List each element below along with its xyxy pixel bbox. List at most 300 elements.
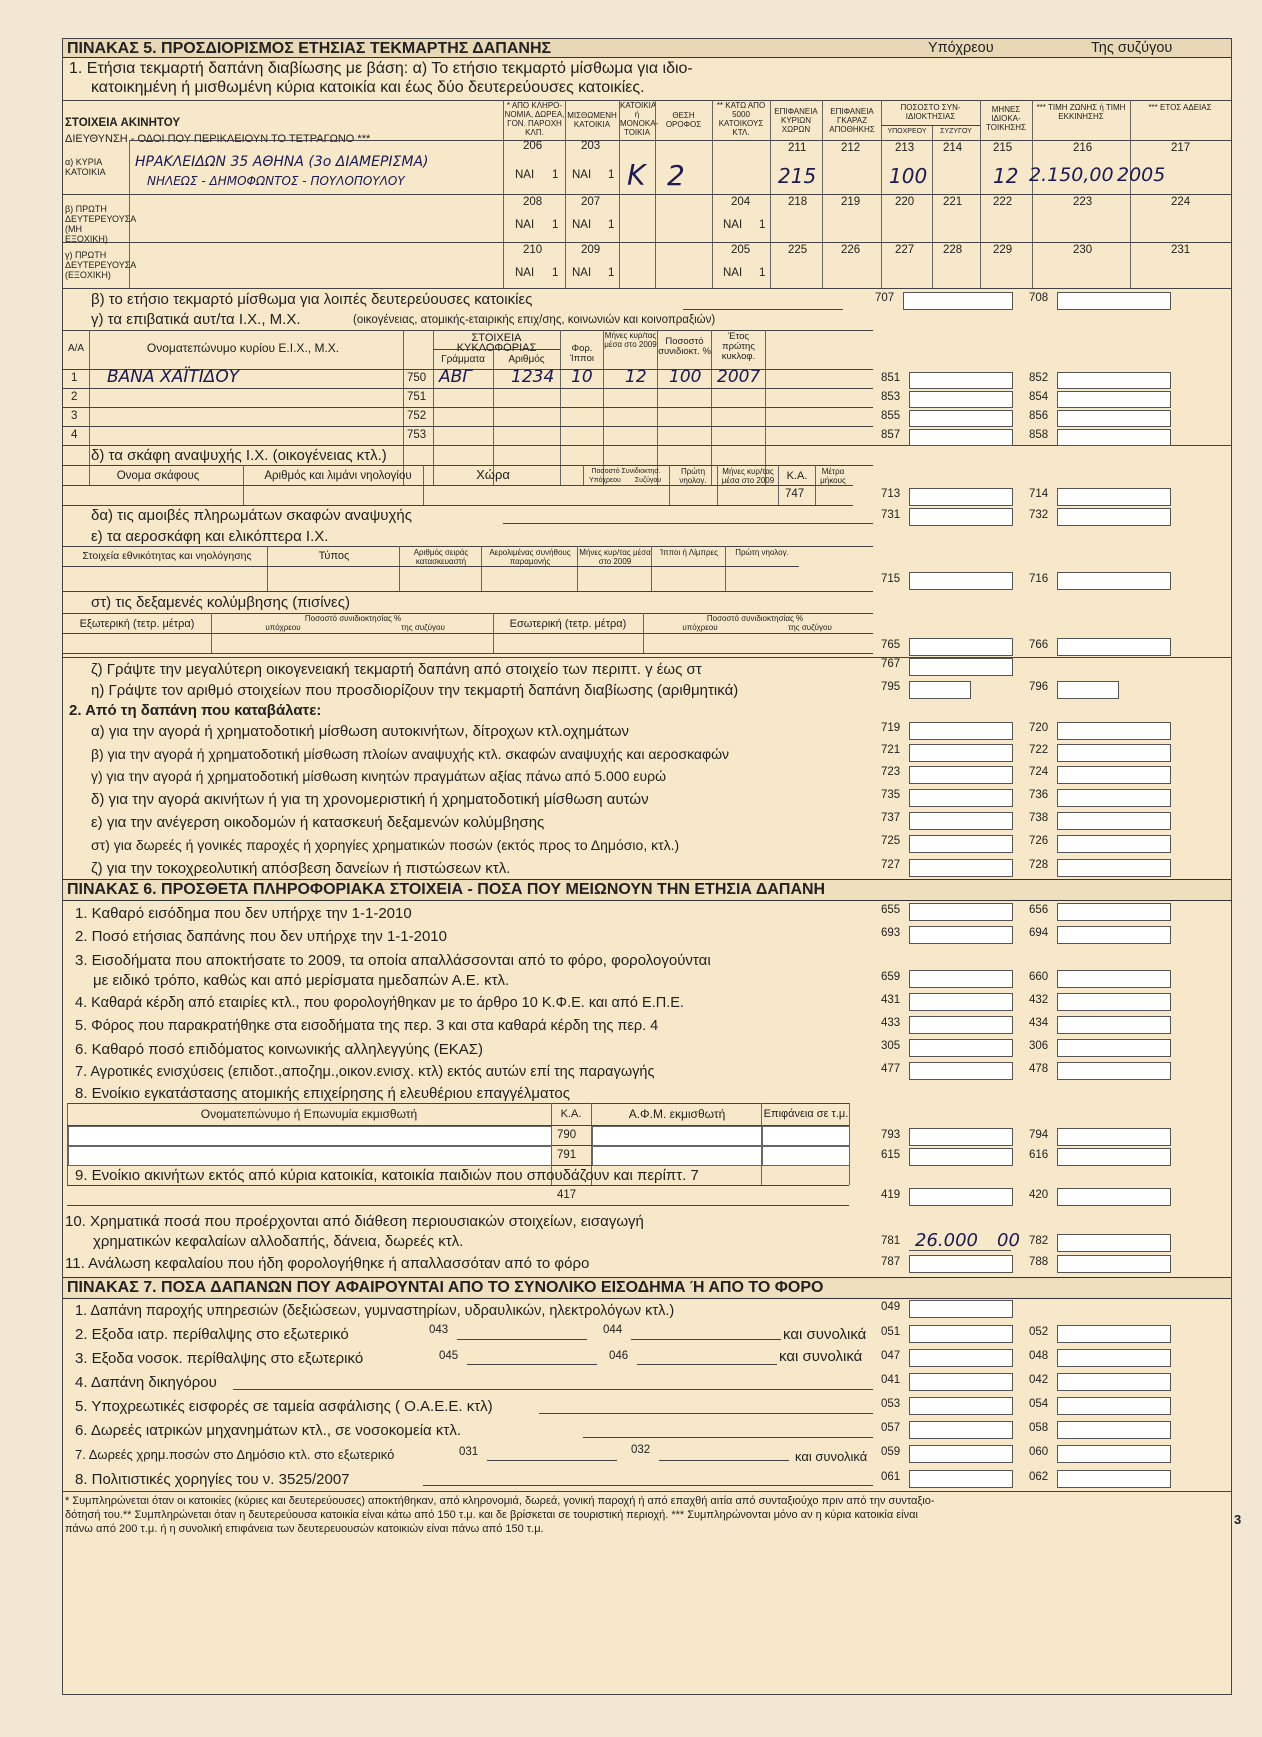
code-853: 853	[881, 391, 901, 403]
head-under-5000: ** ΚΑΤΩ ΑΠΟ 5000 ΚΑΤΟΙΚΟΥΣ ΚΤΛ.	[716, 101, 766, 137]
amount-432[interactable]	[1057, 993, 1171, 1011]
item-c-cars: γ) τα επιβατικά αυτ/τα Ι.Χ., Μ.Χ.	[91, 311, 301, 328]
item-h-count: η) Γράψτε τον αριθμό στοιχείων που προσδιορίζουν την τεκμαρτή δαπάνη διαβίωσης (αριθμητικά)	[91, 682, 739, 699]
amount-716[interactable]	[1057, 572, 1171, 590]
rent-head-name: Ονοματεπώνυμο ή Επωνυμία εκμισθωτή	[200, 1107, 418, 1121]
amount-736[interactable]	[1057, 789, 1171, 807]
amount-723[interactable]	[909, 766, 1013, 784]
code-043: 043	[429, 1324, 449, 1336]
amount-305[interactable]	[909, 1039, 1013, 1057]
code-659: 659	[881, 971, 901, 983]
amount-656[interactable]	[1057, 903, 1171, 921]
code-728: 728	[1029, 859, 1049, 871]
code-044: 044	[603, 1324, 623, 1336]
amount-659[interactable]	[909, 970, 1013, 988]
code-205: 205	[731, 244, 751, 256]
pool-head-pct-ext: Ποσοστό συνιδιοκτησίας %	[304, 614, 402, 623]
boat-head-length: Μέτρα μήκους	[820, 467, 846, 485]
amount-725[interactable]	[909, 835, 1013, 853]
t7-item-2-total-label: και συνολικά	[783, 1326, 867, 1343]
rent-row2-name[interactable]	[68, 1146, 552, 1166]
rent-row1-area[interactable]	[762, 1126, 850, 1146]
t7-item-3: 3. Εξοδα νοσοκ. περίθαλψης στο εξωτερικό	[75, 1350, 364, 1367]
t7-item-1: 1. Δαπάνη παροχής υπηρεσιών (δεξιώσεων, γυμναστηρίων, υδραυλικών, ηλεκτρολόγων κτλ.)	[75, 1303, 675, 1319]
code-721: 721	[881, 744, 901, 756]
head-zone-price: *** ΤΙΜΗ ΖΩΝΗΣ ή ΤΙΜΗ ΕΚΚΙΝΗΣΗΣ	[1036, 103, 1126, 121]
code-727: 727	[881, 859, 901, 871]
amount-781-cents: 00	[997, 1230, 1020, 1251]
code-057: 057	[881, 1422, 901, 1434]
code-732: 732	[1029, 509, 1049, 521]
one-b2: 1	[608, 219, 615, 231]
nai-rented-main[interactable]: ΝΑΙ	[572, 169, 592, 181]
code-858: 858	[1029, 429, 1049, 441]
code-419: 419	[881, 1189, 901, 1201]
air-head-hp: Ίπποι ή Λίμπρες	[660, 548, 718, 557]
amount-054[interactable]	[1057, 1397, 1171, 1415]
code-736: 736	[1029, 789, 1049, 801]
amount-431[interactable]	[909, 993, 1013, 1011]
code-207: 207	[581, 196, 601, 208]
amount-715[interactable]	[909, 572, 1013, 590]
code-032: 032	[631, 1444, 651, 1456]
code-737: 737	[881, 812, 901, 824]
code-227: 227	[895, 244, 915, 256]
rent-row1-afm[interactable]	[592, 1126, 762, 1146]
head-coownership: ΠΟΣΟΣΤΟ ΣΥΝ-ΙΔΙΟΚΤΗΣΙΑΣ	[900, 103, 961, 121]
item-st-pools: στ) τις δεξαμενές κολύμβησης (πισίνες)	[91, 594, 350, 611]
property-subtitle: ΔΙΕΥΘΥΝΣΗ - ΟΔΟΙ ΠΟΥ ΠΕΡΙΚΛΕΙΟΥΝ ΤΟ ΤΕΤΡΑΓΩΝΟ ***	[65, 133, 371, 145]
car-row2-index: 2	[71, 391, 78, 403]
car-head-pct: Ποσοστό συνιδιοκτ. %	[658, 336, 711, 357]
code-693: 693	[881, 927, 901, 939]
code-223: 223	[1073, 196, 1093, 208]
code-228: 228	[943, 244, 963, 256]
car-row1-owner: ΒΑΝΑ ΧΑΪΤΙΔΟΥ	[107, 367, 240, 387]
amount-854[interactable]	[1057, 391, 1171, 408]
amount-796[interactable]	[1057, 681, 1119, 699]
item-c-cars-note: (οικογένειας, ατομικής-εταιρικής επιχ/σης, κοινωνιών και κοινοπραξιών)	[353, 314, 716, 326]
boat-head-name: Ονομα σκάφους	[116, 470, 200, 482]
amount-042[interactable]	[1057, 1373, 1171, 1391]
t6-item-6: 6. Καθαρό ποσό επιδόματος κοινωνικής αλληλεγγύης (ΕΚΑΣ)	[75, 1041, 483, 1058]
code-047: 047	[881, 1350, 901, 1362]
amount-708[interactable]	[1057, 292, 1171, 310]
amount-477[interactable]	[909, 1062, 1013, 1080]
head-pct-spouse: ΣΥΖΥΓΟΥ	[940, 128, 972, 135]
one-a1: 1	[552, 169, 559, 181]
code-211: 211	[788, 142, 807, 154]
s2-item-b: β) για την αγορά ή χρηματοδοτική μίσθωση πλοίων αναψυχής κτλ. σκαφών αναψυχής και αεροσκαφών	[91, 746, 730, 762]
amount-714[interactable]	[1057, 488, 1171, 506]
code-222: 222	[993, 196, 1013, 208]
code-719: 719	[881, 722, 901, 734]
code-420: 420	[1029, 1189, 1049, 1201]
code-725: 725	[881, 835, 901, 847]
amount-787[interactable]	[909, 1255, 1013, 1273]
amount-856[interactable]	[1057, 410, 1171, 427]
pool-head-ext-taxpayer: υπόχρεου	[265, 623, 301, 632]
amount-795[interactable]	[909, 681, 971, 699]
code-434: 434	[1029, 1017, 1049, 1029]
t7-item-3-total-label: και συνολικά	[779, 1348, 863, 1365]
amount-781-value: 26.000	[915, 1230, 978, 1251]
code-229: 229	[993, 244, 1013, 256]
rent-head-ka: Κ.Α.	[560, 1108, 582, 1120]
amount-306[interactable]	[1057, 1039, 1171, 1057]
head-house-type: ΚΑΤΟΙΚΙΑ ή ΜΟΝΟΚΑ-ΤΟΙΚΙΑ	[620, 101, 659, 137]
one-a2: 1	[608, 169, 615, 181]
t7-item-6: 6. Δωρεές ιατρικών μηχανημάτων κτλ., σε νοσοκομεία κτλ.	[75, 1422, 461, 1439]
code-713: 713	[881, 488, 901, 500]
amount-851[interactable]	[909, 372, 1013, 389]
code-735: 735	[881, 789, 901, 801]
amount-434[interactable]	[1057, 1016, 1171, 1034]
pool-head-int-taxpayer: υπόχρεου	[682, 623, 718, 632]
t6-item-1: 1. Καθαρό εισόδημα που δεν υπήρχε την 1-1-2010	[75, 905, 412, 922]
rent-head-area: Επιφάνεια σε τ.μ.	[763, 1108, 849, 1120]
amount-615[interactable]	[909, 1148, 1013, 1166]
section2-title: 2. Από τη δαπάνη που καταβάλατε:	[69, 702, 322, 719]
one-b1: 1	[552, 219, 559, 231]
t7-item-4: 4. Δαπάνη δικηγόρου	[75, 1374, 217, 1391]
amount-048[interactable]	[1057, 1349, 1171, 1367]
amount-788[interactable]	[1057, 1255, 1171, 1273]
code-215: 215	[993, 142, 1013, 154]
amount-058[interactable]	[1057, 1421, 1171, 1439]
car-head-circulation: ΣΤΟΙΧΕΙΑ ΚΥΚΛΟΦΟΡΙΑΣ	[456, 332, 537, 354]
rent-head-afm: Α.Φ.Μ. εκμισθωτή	[628, 1107, 726, 1121]
code-221: 221	[943, 196, 963, 208]
code-795: 795	[881, 681, 901, 693]
code-791: 791	[557, 1149, 577, 1161]
code-046: 046	[609, 1350, 629, 1362]
nai-inheritance-c[interactable]: ΝΑΙ	[515, 267, 535, 279]
head-garage-area: ΕΠΙΦΑΝΕΙΑ ΓΚΑΡΑΖ ΑΠΟΘΗΚΗΣ	[829, 107, 875, 134]
code-720: 720	[1029, 722, 1049, 734]
code-225: 225	[788, 244, 808, 256]
code-788: 788	[1029, 1256, 1049, 1268]
code-782: 782	[1029, 1235, 1049, 1247]
air-head-nationality: Στοιχεία εθνικότητας και νηολόγησης	[82, 550, 252, 562]
code-796: 796	[1029, 681, 1049, 693]
amount-793[interactable]	[909, 1128, 1013, 1146]
boat-head-months: Μήνες κυρ/τας μέσα στο 2009	[721, 467, 775, 485]
code-060: 060	[1029, 1446, 1049, 1458]
code-715: 715	[881, 573, 901, 585]
code-794: 794	[1029, 1129, 1049, 1141]
code-217: 217	[1171, 142, 1191, 154]
main-residence-address-line2: ΝΗΛΕΩΣ - ΔΗΜΟΦΩΝΤΟΣ - ΠΟΥΛΟΠΟΥΛΟΥ	[147, 174, 405, 188]
amount-782[interactable]	[1057, 1234, 1171, 1252]
air-head-months: Μήνες κυρ/τας μέσα στο 2009	[579, 548, 651, 566]
code-213: 213	[895, 142, 915, 154]
car-row1-pct: 100	[669, 367, 702, 387]
code-478: 478	[1029, 1063, 1049, 1075]
amount-616[interactable]	[1057, 1148, 1171, 1166]
car-head-hp: Φορ. Ίπποι	[569, 343, 594, 364]
code-738: 738	[1029, 812, 1049, 824]
head-rented: ΜΙΣΘΩΜΕΝΗ ΚΑΤΟΙΚΙΑ	[567, 111, 617, 129]
amount-722[interactable]	[1057, 744, 1171, 762]
code-714: 714	[1029, 488, 1049, 500]
code-855: 855	[881, 410, 901, 422]
code-052: 052	[1029, 1326, 1049, 1338]
car-row1-number: 1234	[511, 367, 555, 387]
code-750: 750	[407, 372, 427, 384]
code-747: 747	[785, 488, 805, 500]
code-656: 656	[1029, 904, 1049, 916]
t6-item-5: 5. Φόρος που παρακρατήθηκε στα εισοδήματα της περ. 3 και στα καθαρά κέρδη της περ. 4	[75, 1018, 659, 1034]
footnote-line3: πάνω από 200 τ.μ. ή η συνολική επιφάνεια των δευτερευουσών κατοικιών είναι πάνω από 150 τ.μ.	[65, 1523, 544, 1535]
code-753: 753	[407, 429, 427, 441]
code-062: 062	[1029, 1471, 1049, 1483]
code-708: 708	[1029, 292, 1049, 304]
amount-655[interactable]	[909, 903, 1013, 921]
air-head-airport: Αερολιμένας συνήθους παραμονής	[489, 548, 571, 566]
amount-051[interactable]	[909, 1325, 1013, 1343]
amount-737[interactable]	[909, 812, 1013, 830]
amount-660[interactable]	[1057, 970, 1171, 988]
pool-head-int-spouse: της συζύγου	[788, 623, 832, 632]
main-pct-value: 100	[889, 164, 928, 188]
amount-694[interactable]	[1057, 926, 1171, 944]
footnote-line2: δότησή του.** Συμπληρώνεται όταν η δευτερεύουσα κατοικία είναι κάτω από 150 τ.μ. και δε βρίσκεται σε τουριστική περιοχή. *** Συμπληρώνονται μόνο αν η κύρια κατοικία είναι	[65, 1509, 918, 1521]
amount-057[interactable]	[909, 1421, 1013, 1439]
code-854: 854	[1029, 391, 1049, 403]
t6-item-9: 9. Ενοίκιο ακινήτων εκτός από κύρια κατοικία, κατοικία παιδιών που σπουδάζουν και περίπτ. 7	[75, 1167, 699, 1184]
item-b-other-secondary: β) το ετήσιο τεκμαρτό μίσθωμα για λοιπές δευτερεύουσες κατοικίες	[91, 291, 533, 308]
amount-852[interactable]	[1057, 372, 1171, 389]
code-766: 766	[1029, 639, 1049, 651]
s2-item-d: δ) για την αγορά ακινήτων ή για τη χρονομεριστική ή χρηματοδοτική μίσθωση αυτών	[91, 791, 649, 808]
amount-735[interactable]	[909, 789, 1013, 807]
main-permit-year-value: 2005	[1117, 164, 1166, 186]
amount-767[interactable]	[909, 658, 1013, 676]
t6-item-3-line2: με ειδικό τρόπο, καθώς και από μερίσματα ημεδαπών Α.Ε. κτλ.	[93, 972, 510, 989]
code-615: 615	[881, 1149, 901, 1161]
t6-item-10-line2: χρηματικών κεφαλαίων αλλοδαπής, δάνεια, δωρεές κτλ.	[93, 1233, 464, 1250]
code-049: 049	[881, 1301, 901, 1313]
amount-433[interactable]	[909, 1016, 1013, 1034]
amount-794[interactable]	[1057, 1128, 1171, 1146]
footnote-line1: * Συμπληρώνεται όταν οι κατοικίες (κύριες και δευτερεύουσες) αποκτήθηκαν, από κληρονομιά, δωρεά, γονική παροχή ή από επαχθή αιτία από συνταξιούχο πριν από την συνταξιο-	[65, 1495, 935, 1507]
code-655: 655	[881, 904, 901, 916]
code-660: 660	[1029, 971, 1049, 983]
code-045: 045	[439, 1350, 459, 1362]
rent-row2-afm[interactable]	[592, 1146, 762, 1166]
code-751: 751	[407, 391, 427, 403]
code-059: 059	[881, 1446, 901, 1458]
boat-head-registry: Αριθμός και λιμάνι νηολογίου	[264, 470, 412, 482]
one-c3: 1	[759, 267, 766, 279]
amount-060[interactable]	[1057, 1445, 1171, 1463]
main-residence-address-line1: ΗΡΑΚΛΕΙΔΩΝ 35 ΑΘΗΝΑ (3ο ΔΙΑΜΕΡΙΣΜΑ)	[135, 154, 429, 170]
car-row4-index: 4	[71, 429, 78, 441]
tax-form-page	[62, 38, 1232, 1695]
boat-head-first-reg: Πρώτη νηολογ.	[679, 467, 707, 485]
amount-857[interactable]	[909, 429, 1013, 446]
code-041: 041	[881, 1374, 901, 1386]
code-722: 722	[1029, 744, 1049, 756]
code-694: 694	[1029, 927, 1049, 939]
code-061: 061	[881, 1471, 901, 1483]
code-204: 204	[731, 196, 751, 208]
table7-title: ΠΙΝΑΚΑΣ 7. ΠΟΣΑ ΔΑΠΑΝΩΝ ΠΟΥ ΑΦΑΙΡΟΥΝΤΑΙ ΑΠΟ ΤΟ ΣΥΝΟΛΙΚΟ ΕΙΣΟΔΗΜΑ Ή ΑΠΟ ΤΟ ΦΟΡΟ	[67, 1279, 824, 1296]
amount-053[interactable]	[909, 1397, 1013, 1415]
code-765: 765	[881, 639, 901, 651]
amount-707[interactable]	[903, 292, 1013, 310]
page-number: 3	[1234, 1512, 1242, 1527]
amount-041[interactable]	[909, 1373, 1013, 1391]
code-231: 231	[1171, 244, 1191, 256]
t6-item-7: 7. Αγροτικές ενισχύσεις (επιδοτ.,αποζημ.,οικον.ενισχ. κτλ) εκτός αυτών επί της παραγωγής	[75, 1064, 655, 1080]
row-main-residence-label: α) ΚΥΡΙΑ ΚΑΤΟΙΚΙΑ	[65, 157, 106, 177]
code-431: 431	[881, 994, 901, 1006]
nai-inheritance-b[interactable]: ΝΑΙ	[515, 219, 535, 231]
code-212: 212	[841, 142, 861, 154]
nai-under5000-c[interactable]: ΝΑΙ	[723, 267, 743, 279]
amount-858[interactable]	[1057, 429, 1171, 446]
car-head-months: Μήνες κυρ/τας μέσα στο 2009	[604, 331, 657, 349]
code-781: 781	[881, 1235, 901, 1247]
amount-062[interactable]	[1057, 1470, 1171, 1488]
item-da-crews: δα) τις αμοιβές πληρωμάτων σκαφών αναψυχής	[91, 507, 412, 524]
car-row1-index: 1	[71, 372, 78, 384]
code-852: 852	[1029, 372, 1049, 384]
car-head-letters: Γράμματα	[441, 354, 485, 365]
t7-item-2: 2. Εξοδα ιατρ. περίθαλψης στο εξωτερικό	[75, 1326, 349, 1343]
row-secondary-label: β) ΠΡΩΤΗ ΔΕΥΤΕΡΕΥΟΥΣΑ (ΜΗ ΕΞΟΧΙΚΗ)	[65, 204, 136, 244]
t7-item-8: 8. Πολιτιστικές χορηγίες του ν. 3525/2007	[75, 1471, 350, 1488]
amount-047[interactable]	[909, 1349, 1013, 1367]
amount-727[interactable]	[909, 859, 1013, 877]
t6-item-3-line1: 3. Εισοδήματα που αποκτήσατε το 2009, τα οποία απαλλάσσονται από το φόρο, φορολογούνται	[75, 952, 711, 969]
car-row1-year: 2007	[717, 367, 761, 387]
amount-731[interactable]	[909, 508, 1013, 526]
amount-721[interactable]	[909, 744, 1013, 762]
code-726: 726	[1029, 835, 1049, 847]
rent-row1-name[interactable]	[68, 1126, 552, 1146]
code-054: 054	[1029, 1398, 1049, 1410]
nai-rented-c[interactable]: ΝΑΙ	[572, 267, 592, 279]
code-752: 752	[407, 410, 427, 422]
air-head-first-reg: Πρώτη νηολογ.	[735, 548, 789, 557]
amount-726[interactable]	[1057, 835, 1171, 853]
s2-item-st: στ) για δωρεές ή γονικές παροχές ή χορηγίες χρηματικών ποσών (εκτός προς το Δημόσιο, κτλ.)	[91, 837, 680, 853]
air-head-type: Τύπος	[318, 550, 350, 562]
amount-693[interactable]	[909, 926, 1013, 944]
code-219: 219	[841, 196, 861, 208]
pool-head-external: Εξωτερική (τετρ. μέτρα)	[79, 618, 195, 630]
head-main-area: ΕΠΙΦΑΝΕΙΑ ΚΥΡΙΩΝ ΧΩΡΩΝ	[774, 107, 818, 134]
t7-item-7: 7. Δωρεές χρημ.ποσών στο Δημόσιο κτλ. στο εξωτερικό	[75, 1447, 395, 1462]
section1-line1: 1. Ετήσια τεκμαρτή δαπάνη διαβίωσης με βάση: α) Το ετήσιο τεκμαρτό μίσθωμα για ιδιο-	[69, 60, 693, 77]
amount-724[interactable]	[1057, 766, 1171, 784]
amount-059[interactable]	[909, 1445, 1013, 1463]
property-title: ΣΤΟΙΧΕΙΑ ΑΚΙΝΗΤΟΥ	[65, 117, 180, 129]
head-pct-taxpayer: ΥΠΟΧΡΕΟΥ	[887, 128, 927, 135]
t6-item-2: 2. Ποσό ετήσιας δαπάνης που δεν υπήρχε την 1-1-2010	[75, 928, 447, 945]
code-042: 042	[1029, 1374, 1049, 1386]
rent-row2-area[interactable]	[762, 1146, 850, 1166]
code-230: 230	[1073, 244, 1093, 256]
one-c2: 1	[608, 267, 615, 279]
amount-719[interactable]	[909, 722, 1013, 740]
head-floor: ΘΕΣΗ ΟΡΟΦΟΣ	[665, 111, 702, 129]
amount-720[interactable]	[1057, 722, 1171, 740]
amount-713[interactable]	[909, 488, 1013, 506]
taxpayer-column-label: Υπόχρεου	[928, 40, 994, 56]
amount-766[interactable]	[1057, 638, 1171, 656]
main-house-type-value: Κ	[627, 159, 646, 192]
row-secondary-holiday-label: γ) ΠΡΩΤΗ ΔΕΥΤΕΡΕΥΟΥΣΑ (ΕΞΟΧΙΚΗ)	[65, 250, 136, 280]
amount-478[interactable]	[1057, 1062, 1171, 1080]
code-731: 731	[881, 509, 901, 521]
code-724: 724	[1029, 766, 1049, 778]
amount-061[interactable]	[909, 1470, 1013, 1488]
main-months-value: 12	[993, 164, 1019, 188]
amount-853[interactable]	[909, 391, 1013, 408]
nai-rented-b[interactable]: ΝΑΙ	[572, 219, 592, 231]
code-216: 216	[1073, 142, 1093, 154]
nai-under5000-b[interactable]: ΝΑΙ	[723, 219, 743, 231]
code-210: 210	[523, 244, 543, 256]
code-767: 767	[881, 658, 901, 670]
item-z-max: ζ) Γράψτε την μεγαλύτερη οικογενειακή τεκμαρτή δαπάνη από στοιχείο των περιπτ. γ έως στ	[91, 661, 702, 678]
car-row1-hp: 10	[571, 367, 593, 387]
code-616: 616	[1029, 1149, 1049, 1161]
head-permit-year: *** ΕΤΟΣ ΑΔΕΙΑΣ	[1148, 103, 1212, 112]
amount-419[interactable]	[909, 1188, 1013, 1206]
code-856: 856	[1029, 410, 1049, 422]
code-851: 851	[881, 372, 901, 384]
code-857: 857	[881, 429, 901, 441]
amount-738[interactable]	[1057, 812, 1171, 830]
amount-049[interactable]	[909, 1300, 1013, 1318]
code-305: 305	[881, 1040, 901, 1052]
code-716: 716	[1029, 573, 1049, 585]
head-months: ΜΗΝΕΣ ΙΔΙΟΚΑ-ΤΟΙΚΗΣΗΣ	[986, 105, 1026, 132]
pool-head-ext-spouse: της συζύγου	[401, 623, 445, 632]
code-214: 214	[943, 142, 963, 154]
boat-head-pct: Ποσοστό Συνιδιοκτησ.	[591, 468, 661, 475]
amount-765[interactable]	[909, 638, 1013, 656]
car-row1-months: 12	[625, 367, 647, 387]
t7-item-7-total-label: και συνολικά	[795, 1449, 868, 1464]
boat-head-ka: Κ.Α.	[786, 470, 808, 482]
amount-732[interactable]	[1057, 508, 1171, 526]
amount-728[interactable]	[1057, 859, 1171, 877]
t6-item-8: 8. Ενοίκιο εγκατάστασης ατομικής επιχείρησης ή ελευθέριου επαγγέλματος	[75, 1085, 570, 1102]
one-c1: 1	[552, 267, 559, 279]
code-206: 206	[523, 140, 543, 152]
code-203: 203	[581, 140, 601, 152]
amount-855[interactable]	[909, 410, 1013, 427]
amount-420[interactable]	[1057, 1188, 1171, 1206]
s2-item-c: γ) για την αγορά ή χρηματοδοτική μίσθωση κινητών πραγμάτων αξίας πάνω από 5.000 ευρώ	[91, 768, 667, 784]
code-433: 433	[881, 1017, 901, 1029]
s2-item-z: ζ) για την τοκοχρεολυτική απόσβεση δανείων ή πιστώσεων κτλ.	[91, 860, 511, 877]
t6-item-10-line1: 10. Χρηματικά ποσά που προέρχονται από διάθεση περιουσιακών στοιχείων, εισαγωγή	[65, 1213, 644, 1230]
s2-item-a: α) για την αγορά ή χρηματοδοτική μίσθωση αυτοκινήτων, δίτροχων κτλ.οχημάτων	[91, 723, 630, 740]
s2-item-e: ε) για την ανέγερση οικοδομών ή κατασκευή δεξαμενών κολύμβησης	[91, 814, 545, 831]
one-b3: 1	[759, 219, 766, 231]
code-790: 790	[557, 1129, 577, 1141]
code-220: 220	[895, 196, 915, 208]
nai-inheritance-main[interactable]: ΝΑΙ	[515, 169, 535, 181]
amount-052[interactable]	[1057, 1325, 1171, 1343]
